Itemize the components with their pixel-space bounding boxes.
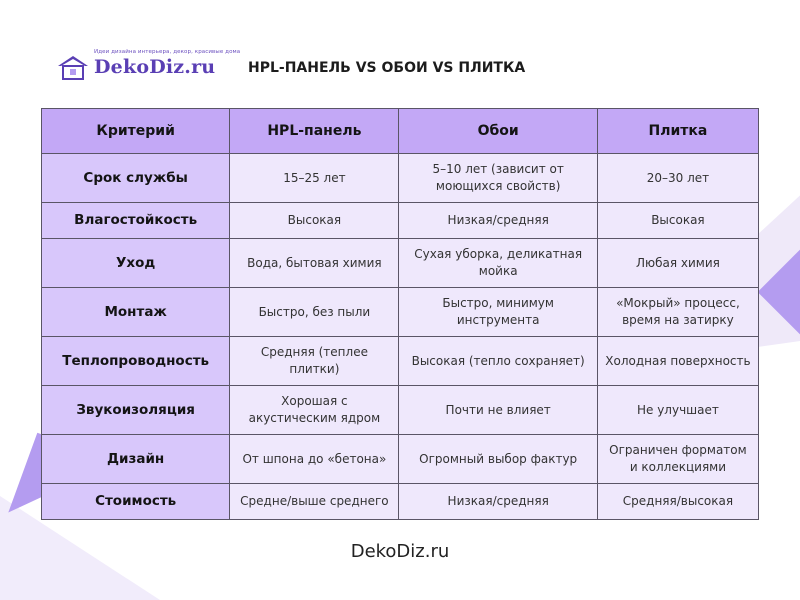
table-row: [42, 154, 759, 203]
table-cell: Вода, бытовая химия: [230, 239, 399, 288]
table-cell: Высокая (тепло сохраняет): [399, 337, 597, 386]
house-icon: [56, 54, 90, 80]
table-cell: Средне/выше среднего: [230, 484, 399, 520]
row-label: Стоимость: [42, 484, 230, 520]
table-cell: Низкая/средняя: [399, 484, 597, 520]
page-header: [56, 48, 756, 88]
page-title: HPL-ПАНЕЛЬ VS ОБОИ VS ПЛИТКА: [248, 60, 526, 76]
table-cell: 15–25 лет: [230, 154, 399, 203]
table-row: [42, 386, 759, 435]
table-cell: «Мокрый» процесс, время на затирку: [597, 288, 758, 337]
table-cell: Высокая: [230, 203, 399, 239]
logo-tagline: Идеи дизайна интерьера, декор, красивые дома: [94, 49, 241, 55]
row-label: Монтаж: [42, 288, 230, 337]
table-cell: Быстро, без пыли: [230, 288, 399, 337]
column-header: HPL-панель: [230, 109, 399, 154]
row-label: Срок службы: [42, 154, 230, 203]
table-row: [42, 484, 759, 520]
table-cell: Любая химия: [597, 239, 758, 288]
table-cell: Не улучшает: [597, 386, 758, 435]
comparison-table: [41, 108, 759, 520]
row-label: Уход: [42, 239, 230, 288]
table-row: [42, 239, 759, 288]
table-row: [42, 203, 759, 239]
table-cell: Быстро, минимум инструмента: [399, 288, 597, 337]
table-cell: 5–10 лет (зависит от моющихся свойств): [399, 154, 597, 203]
table-cell: 20–30 лет: [597, 154, 758, 203]
table-cell: Сухая уборка, деликатная мойка: [399, 239, 597, 288]
table-row: [42, 288, 759, 337]
table-cell: Почти не влияет: [399, 386, 597, 435]
table-cell: Средняя/высокая: [597, 484, 758, 520]
column-header: Обои: [399, 109, 597, 154]
table-row: [42, 337, 759, 386]
table-cell: От шпона до «бетона»: [230, 435, 399, 484]
row-label: Влагостойкость: [42, 203, 230, 239]
site-logo[interactable]: [56, 48, 241, 82]
row-label: Звукоизоляция: [42, 386, 230, 435]
row-label: Теплопроводность: [42, 337, 230, 386]
table-cell: Холодная поверхность: [597, 337, 758, 386]
table-cell: Огромный выбор фактур: [399, 435, 597, 484]
column-header: Плитка: [597, 109, 758, 154]
footer-site-link[interactable]: DekoDiz.ru: [350, 541, 450, 562]
column-header: Критерий: [42, 109, 230, 154]
table-cell: Ограничен форматом и коллекциями: [597, 435, 758, 484]
table-row: [42, 435, 759, 484]
row-label: Дизайн: [42, 435, 230, 484]
logo-text: DekoDiz.ru: [94, 56, 216, 78]
table-cell: Высокая: [597, 203, 758, 239]
table-cell: Средняя (теплее плитки): [230, 337, 399, 386]
table-cell: Низкая/средняя: [399, 203, 597, 239]
table-cell: Хорошая с акустическим ядром: [230, 386, 399, 435]
table-header-row: [42, 109, 759, 154]
